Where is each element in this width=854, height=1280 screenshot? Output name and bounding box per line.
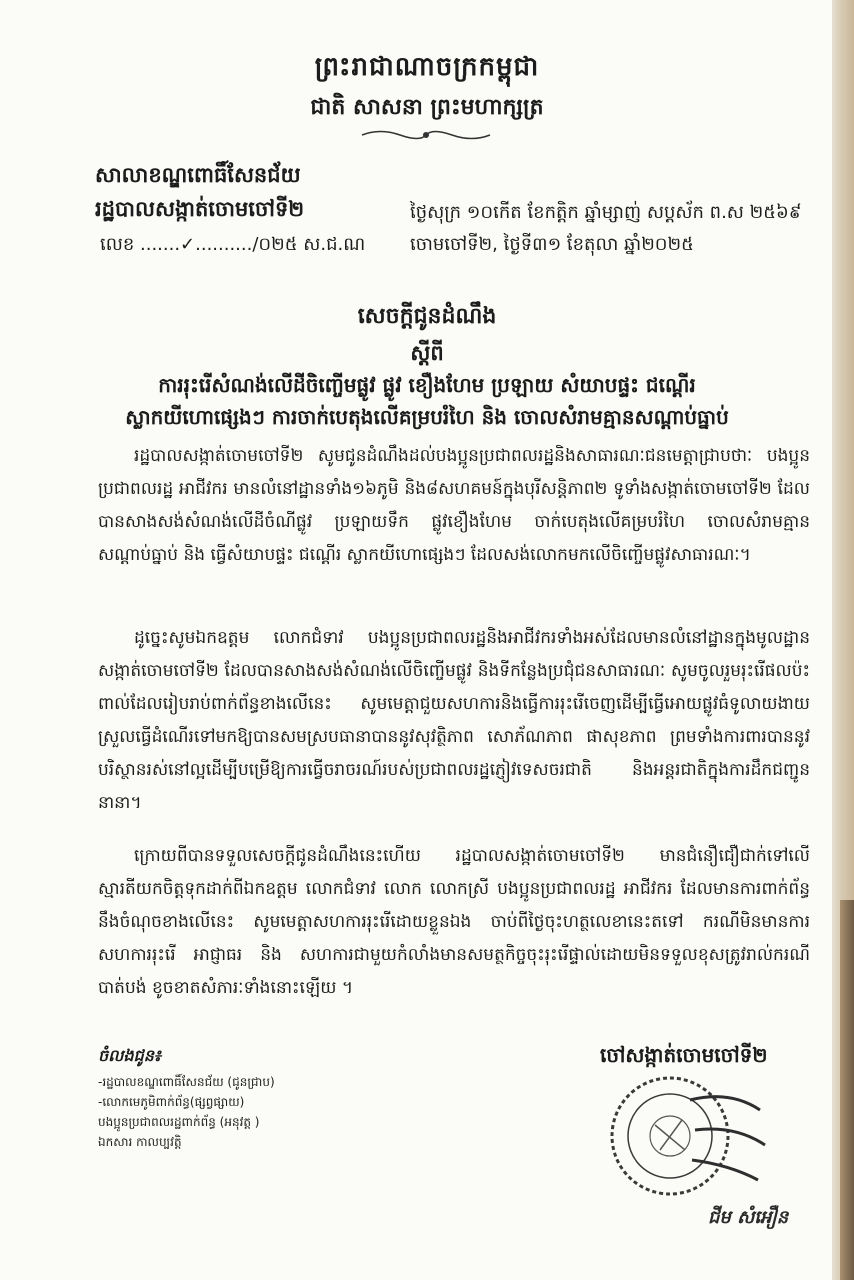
- solar-date: ចោមចៅទី២, ថ្ងៃទី៣១ ខែតុលា ឆ្នាំ២០២៥: [410, 234, 694, 255]
- cc-list: [98, 1072, 275, 1152]
- subject-line-2: ស្លាកយីហោផ្សេងៗ ការចាក់បេតុងលើគម្របរំហៃ និង ចោលសំរាមគ្មានសណ្តាប់ធ្នាប់: [125, 405, 729, 429]
- signatory-name: ជីម សំអឿន: [708, 1207, 789, 1228]
- body-paragraph-1: រដ្ឋបាលសង្កាត់ចោមចៅទី២ សូមជូនដំណឹងដល់បងប្អូនប្រជាពលរដ្ឋនិងសាធារណៈជនមេត្តាជ្រាបថាៈ បងប្អូនប្រជាពលរដ្ឋ អាជីវករ មានលំនៅដ្ឋានទាំង១៦ភូមិ និង៨សហគមន៍ក្នុងបុរីសន្តិភាព២ ទូទាំងសង្កាត់ចោមចៅទី២ ដែលបានសាងសង់សំណង់លើដីចំណីផ្លូវ ប្រឡាយទឹក ផ្លូវខឿងហែម ចាក់បេតុងលើគម្របរំហៃ ចោលសំរាមគ្មានសណ្តាប់ធ្នាប់ និង ធ្វើសំយាបផ្ទះ ជណ្តើរ ស្លាកយីហោផ្សេងៗ ដែលសង់លោកមកលើចិញ្ចើមផ្លូវសាធារណៈ។: [98, 446, 810, 565]
- reference-number: លេខ .......✓........../០២៥ ស.ជ.ណ: [100, 234, 366, 255]
- body-paragraph-2: ដូច្នេះសូមឯកឧត្តម លោកជំទាវ បងប្អូនប្រជាពលរដ្ឋនិងអាជីវករទាំងអស់ដែលមានលំនៅដ្ឋានក្នុងមូលដ្ឋានសង្កាត់ចោមចៅទី២ ដែលបានសាងសង់សំណង់លើចិញ្ចើមផ្លូវ និងទីកន្លែងប្រជុំជនសាធារណៈ សូមចូលរួមរុះរើផលប៉ះពាល់ដែលរៀបរាប់ពាក់ព័ន្ធខាងលើនេះ សូមមេត្តាជួយសហការនិងធ្វើការរុះរើចេញដើម្បីធ្វើអោយផ្លូវធំទូលាយងាយស្រួលធ្វើដំណើរទៅមកឱ្យបានសមស្របធានាបាននូវសុវត្ថិភាព សោភ័ណភាព ផាសុខភាព ព្រមទាំងការពារបាននូវបរិស្ថានរស់នៅល្អដើម្បីបម្រើឱ្យការធ្វើចរាចរណ៍របស់ប្រជាពលរដ្ឋភ្ញៀវទេសចរជាតិ និងអន្តរជាតិក្នុងការដឹកជញ្ជូននានា។: [98, 628, 810, 813]
- paper-edge-shadow: [840, 900, 854, 1280]
- cc-item: -លោកមេភូមិពាក់ព័ន្ធ(ផ្សព្វផ្សាយ): [98, 1095, 245, 1109]
- subject-label: ស្តីពី: [410, 341, 444, 365]
- cc-item: -រដ្ឋបាលខណ្ឌពោធិ៍សែនជ័យ (ជូនជ្រាប): [98, 1075, 275, 1089]
- cc-item: ឯកសារ កាលប្បវត្តិ: [98, 1135, 182, 1149]
- issuer-commune: រដ្ឋបាលសង្កាត់ចោមចៅទី២: [95, 197, 305, 221]
- document-title: សេចក្តីជូនដំណឹង: [357, 304, 497, 329]
- official-seal-icon: [600, 1070, 770, 1200]
- issuer-district: សាលាខណ្ឌពោធិ៍សែនជ័យ: [95, 163, 301, 187]
- kingdom-heading: ព្រះរាជាណាចក្រកម្ពុជា: [314, 52, 540, 82]
- lunar-date: ថ្ងៃសុក្រ ១០កើត ខែកត្ដិក ឆ្នាំម្សាញ់ សប្តស័ក ព.ស ២៥៦៩: [410, 202, 802, 223]
- subject-line-1: ការរុះរើសំណង់លើដីចិញ្ចើមផ្លូវ ផ្លូវ ខឿងហែម ប្រឡាយ សំយាបផ្ទះ ជណ្តើរ: [158, 373, 696, 397]
- ornament-divider-icon: [360, 128, 492, 142]
- body-paragraph-3: ក្រោយពីបានទទួលសេចក្តីជូនដំណឹងនេះហើយ រដ្ឋបាលសង្កាត់ចោមចៅទី២ មានជំនឿជឿជាក់ទៅលើស្មារតីយកចិត្តទុកដាក់ពីឯកឧត្តម លោកជំទាវ លោក លោកស្រី បងប្អូនប្រជាពលរដ្ឋ អាជីវករ ដែលមានការពាក់ព័ន្ធនឹងចំណុចខាងលើនេះ សូមមេត្តាសហការរុះរើដោយខ្លួនឯង ចាប់ពីថ្ងៃចុះហត្ថលេខានេះតទៅ ករណីមិនមានការសហការរុះរើ អាជ្ញាធរ និង សហការជាមួយកំលាំងមានសមត្ថកិច្ចចុះរុះរើផ្ទាល់ដោយមិនទទួលខុសត្រូវរាល់ករណីបាត់បង់ ខូចខាតសំភារៈទាំងនោះឡើយ ។: [98, 846, 810, 998]
- national-motto: ជាតិ សាសនា ព្រះមហាក្សត្រ: [310, 95, 544, 120]
- signatory-title: ចៅសង្កាត់ចោមចៅទី២: [600, 1043, 768, 1067]
- cc-title: ចំលងជូន៖: [98, 1046, 161, 1065]
- cc-item: បងប្អូនប្រជាពលរដ្ឋពាក់ព័ន្ធ (អនុវត្ត ): [98, 1115, 260, 1129]
